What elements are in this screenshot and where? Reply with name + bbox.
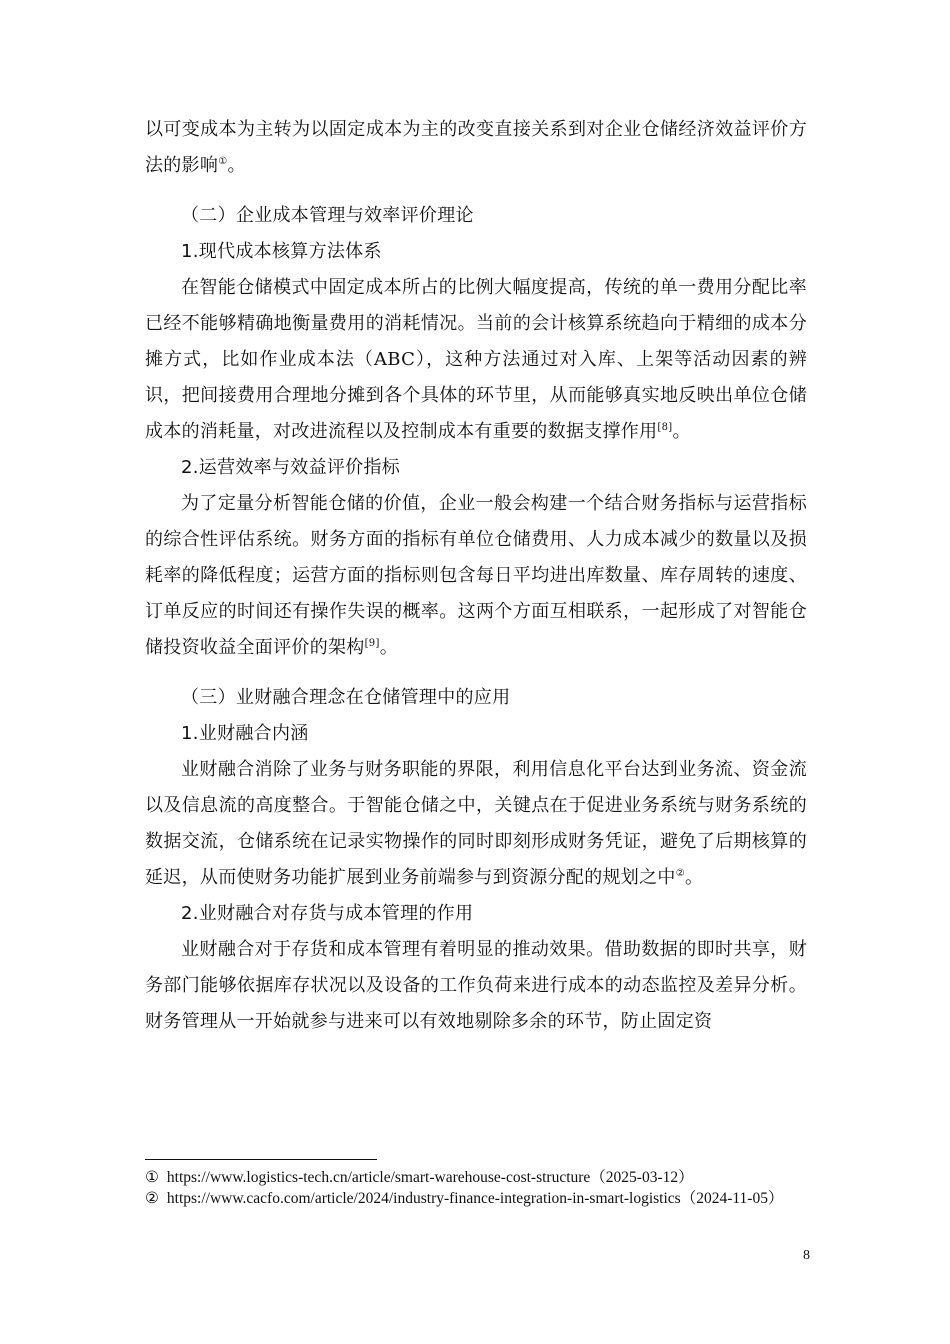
footnote-number: ① [145, 1169, 159, 1186]
body-text [145, 112, 807, 1040]
section-heading-2: （二）企业成本管理与效率评价理论 [181, 205, 474, 226]
subsection-heading-1: 1.现代成本核算方法体系 [181, 241, 382, 262]
paragraph-text: 业财融合消除了业务与财务职能的界限，利用信息化平台达到业务流、资金流以及信息流的高度整合。于智能仓储之中，关键点在于促进业务系统与财务系统的数据交流，仓储系统在记录实物操作的同时即刻形成财务凭证，避免了后期核算的延迟，从而使财务功能扩展到业务前端参与到资源分配的规划之中 [145, 759, 807, 888]
paragraph-continued [145, 112, 807, 184]
paragraph-end: 。 [227, 155, 246, 176]
footnote-divider [145, 1159, 377, 1160]
subsection-heading-3: 1.业财融合内涵 [181, 723, 309, 744]
paragraph-cost-accounting [145, 270, 807, 450]
paragraph-integration-role: 业财融合对于存货和成本管理有着明显的推动效果。借助数据的即时共享，财务部门能够依据库存状况以及设备的工作负荷来进行成本的动态监控及差异分析。财务管理从一开始就参与进来可以有效地剔除多余的环节，防止固定资 [145, 939, 807, 1032]
footnote-number: ② [145, 1190, 159, 1207]
paragraph-efficiency-indicators [145, 486, 807, 666]
footnotes [145, 1167, 807, 1209]
footnote-2 [145, 1188, 807, 1209]
paragraph-text: 以可变成本为主转为以固定成本为主的改变直接关系到对企业仓储经济效益评价方法的影响 [145, 119, 807, 176]
paragraph-text: 在智能仓储模式中固定成本所占的比例大幅度提高，传统的单一费用分配比率已经不能够精确地衡量费用的消耗情况。当前的会计核算系统趋向于精细的成本分摊方式，比如作业成本法（ABC），这种方法通过对入库、上架等活动因素的辨识，把间接费用合理地分摊到各个具体的环节里，从而能够真实地反映出单位仓储成本的消耗量，对改进流程以及控制成本有重要的数据支撑作用 [145, 277, 807, 442]
footnote-link[interactable]: https://www.logistics-tech.cn/article/smart-warehouse-cost-structure（2025-03-12） [166, 1169, 694, 1186]
subsection-heading-4: 2.业财融合对存货与成本管理的作用 [181, 903, 474, 924]
citation-ref-8[interactable]: [8] [657, 422, 673, 433]
paragraph-end: 。 [684, 867, 704, 888]
footnote-ref-1[interactable]: ① [218, 156, 228, 167]
footnote-link[interactable]: https://www.cacfo.com/article/2024/industry-finance-integration-in-smart-logistics（2024-11-05） [166, 1190, 784, 1207]
section-heading-3: （三）业财融合理念在仓储管理中的应用 [181, 687, 511, 708]
paragraph-end: 。 [672, 421, 691, 442]
subsection-heading-2: 2.运营效率与效益评价指标 [181, 457, 401, 478]
paragraph-text: 为了定量分析智能仓储的价值，企业一般会构建一个结合财务指标与运营指标的综合性评估系统。财务方面的指标有单位仓储费用、人力成本减少的数量以及损耗率的降低程度；运营方面的指标则包含每日平均进出库数量、库存周转的速度、订单反应的时间还有操作失误的概率。这两个方面互相联系，一起形成了对智能仓储投资收益全面评价的架构 [145, 493, 807, 658]
page-number: 8 [803, 1248, 810, 1263]
citation-ref-9[interactable]: [9] [364, 638, 380, 649]
footnote-1 [145, 1167, 807, 1188]
paragraph-integration-meaning [145, 752, 807, 896]
paragraph-end: 。 [379, 637, 398, 658]
footnote-ref-2[interactable]: ② [675, 868, 685, 879]
